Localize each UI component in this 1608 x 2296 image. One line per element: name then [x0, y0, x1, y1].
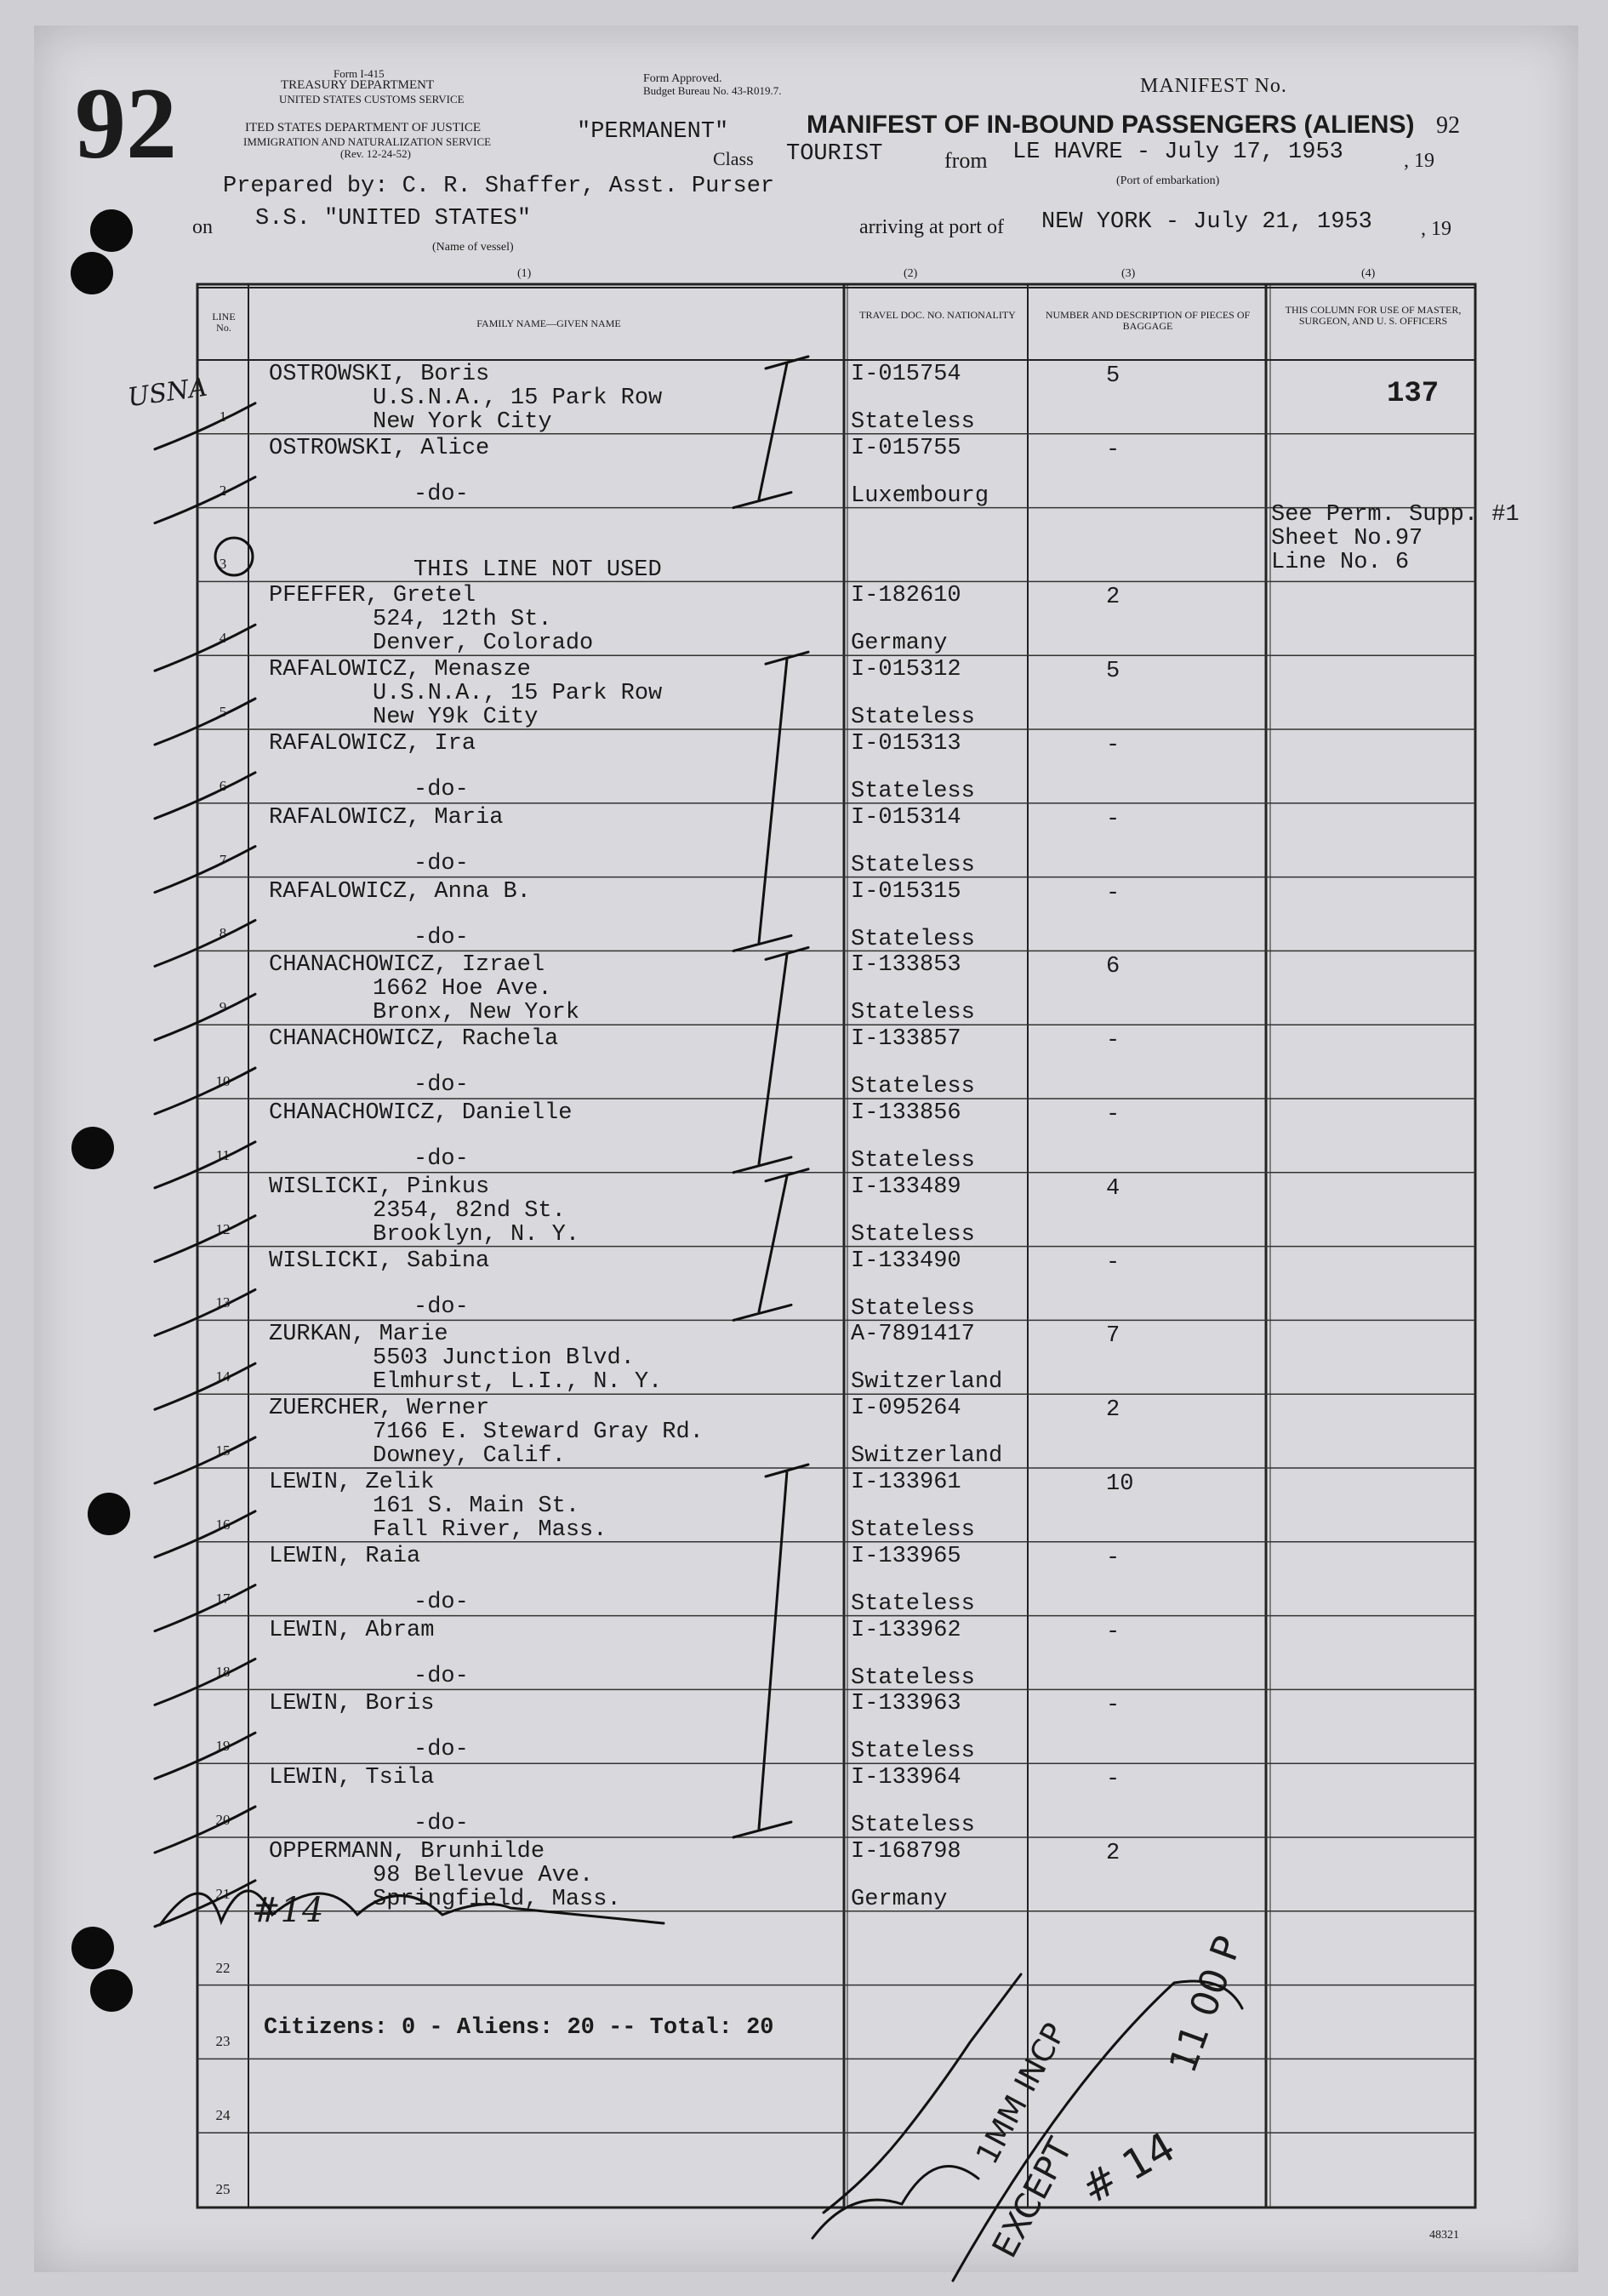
travel-doc-number: I-095264 — [851, 1396, 961, 1422]
sheet-no-note: Sheet No.97 — [1271, 526, 1423, 551]
port-embark-caption: (Port of embarkation) — [1116, 174, 1220, 187]
passenger-name: LEWIN, Zelik — [269, 1470, 435, 1495]
passenger-address: -do- — [413, 1146, 469, 1172]
line3-circle — [215, 538, 253, 575]
passenger-address: -do- — [413, 1072, 469, 1099]
form-approved: Form Approved. — [643, 72, 722, 85]
baggage-count: 4 — [1106, 1175, 1120, 1202]
tick-stroke — [155, 1289, 255, 1335]
line-number: 23 — [215, 2033, 231, 2050]
tick-stroke — [155, 403, 255, 449]
line-no-note: Line No. 6 — [1271, 550, 1410, 575]
passenger-name: ZURKAN, Marie — [269, 1322, 448, 1348]
baggage-count: - — [1106, 1028, 1120, 1054]
passenger-city: Fall River, Mass. — [373, 1517, 607, 1543]
colnum-1: (1) — [517, 267, 532, 280]
baggage-count: - — [1106, 1619, 1120, 1645]
passenger-city: Denver, Colorado — [373, 631, 594, 657]
passenger-city: Brooklyn, N. Y. — [373, 1221, 580, 1248]
long-arc-stroke — [953, 1981, 1242, 2281]
baggage-count: - — [1106, 806, 1120, 832]
tick-stroke — [155, 847, 255, 893]
family-bracket — [733, 1465, 808, 1837]
year-suffix-2: , 19 — [1421, 218, 1451, 240]
handwritten-excerpt-1: 1MM INCP — [969, 2018, 1073, 2170]
passenger-name: RAFALOWICZ, Ira — [269, 731, 476, 757]
line-number: 21 — [215, 1885, 231, 1902]
line-number: 18 — [215, 1664, 231, 1681]
passenger-address: -do- — [413, 924, 469, 951]
line-number: 20 — [215, 1812, 231, 1828]
baggage-count: - — [1106, 1767, 1120, 1793]
line-number: 11 — [215, 1146, 231, 1163]
passenger-address: -do- — [413, 777, 469, 802]
arriving-label: arriving at port of — [859, 216, 1004, 238]
passenger-address: 161 S. Main St. — [373, 1494, 580, 1519]
tick-stroke — [155, 920, 255, 966]
vessel-name: S.S. "UNITED STATES" — [255, 206, 532, 231]
form-number: Form I-415 — [334, 67, 385, 80]
passenger-address: -do- — [413, 850, 469, 877]
class-label: Class — [713, 148, 754, 169]
family-bracket — [733, 357, 808, 508]
officer-count: 137 — [1387, 378, 1440, 410]
colnum-2: (2) — [904, 267, 918, 280]
family-bracket — [733, 1169, 808, 1321]
passenger-name: LEWIN, Tsila — [269, 1765, 435, 1791]
baggage-count: 6 — [1106, 954, 1120, 980]
nationality: Stateless — [851, 1074, 975, 1100]
line-number: 8 — [219, 925, 227, 942]
tick-stroke — [155, 1437, 255, 1483]
baggage-count: - — [1106, 880, 1120, 906]
form-ins: IMMIGRATION AND NATURALIZATION SERVICE — [243, 135, 492, 148]
passenger-address: U.S.N.A., 15 Park Row — [373, 681, 663, 707]
passenger-name: CHANACHOWICZ, Izrael — [269, 952, 545, 979]
passenger-name: OSTROWSKI, Alice — [269, 435, 490, 461]
line-number: 2 — [219, 482, 227, 499]
tick-stroke — [155, 1363, 255, 1409]
baggage-count: 2 — [1106, 1397, 1120, 1424]
passenger-name: ZUERCHER, Werner — [269, 1396, 490, 1422]
line-number: 10 — [215, 1073, 231, 1089]
from-value: LE HAVRE - July 17, 1953 — [1012, 140, 1343, 165]
passenger-city: New Y9k City — [373, 705, 539, 731]
passenger-name: CHANACHOWICZ, Danielle — [269, 1100, 573, 1126]
form-customs: UNITED STATES CUSTOMS SERVICE — [279, 93, 465, 106]
nationality: Stateless — [851, 779, 975, 804]
form-dept: TREASURY DEPARTMENT — [281, 78, 435, 92]
travel-doc-number: I-015755 — [851, 435, 961, 461]
handwritten-excerpt-2: 11 00 P — [1160, 1930, 1251, 2079]
line-number: 13 — [215, 1294, 231, 1311]
header-line-no: LINE No. — [212, 311, 236, 334]
passenger-address: U.S.N.A., 15 Park Row — [373, 386, 663, 411]
passenger-name: PFEFFER, Gretel — [269, 583, 476, 609]
totals-line: Citizens: 0 - Aliens: 20 -- Total: 20 — [264, 2015, 774, 2041]
nationality: Stateless — [851, 1591, 975, 1617]
nationality: Switzerland — [851, 1443, 1003, 1470]
tick-stroke — [155, 1511, 255, 1557]
nationality: Stateless — [851, 705, 975, 731]
passenger-address: 1662 Hoe Ave. — [373, 976, 552, 1002]
travel-doc-number: I-133853 — [851, 952, 961, 979]
travel-doc-number: I-015313 — [851, 731, 961, 757]
baggage-count: - — [1106, 437, 1120, 463]
manifest-no-label: MANIFEST No. — [1140, 75, 1287, 97]
passenger-address: -do- — [413, 1811, 469, 1837]
baggage-count: 10 — [1106, 1471, 1134, 1497]
line-number: 6 — [219, 777, 227, 794]
vessel-caption: (Name of vessel) — [432, 241, 514, 254]
tick-stroke — [155, 625, 255, 671]
passenger-address: 7166 E. Steward Gray Rd. — [373, 1419, 704, 1446]
travel-doc-number: A-7891417 — [851, 1322, 975, 1348]
tick-stroke — [155, 1881, 255, 1927]
nationality: Stateless — [851, 1000, 975, 1026]
line-number: 12 — [215, 1220, 231, 1237]
travel-doc-number: I-182610 — [851, 583, 961, 609]
nationality: Stateless — [851, 852, 975, 878]
passenger-city: Downey, Calif. — [373, 1443, 566, 1470]
handwritten-excerpt-4: # 14 — [1073, 2122, 1183, 2214]
nationality: Germany — [851, 1887, 948, 1912]
line-number: 1 — [219, 408, 227, 425]
tick-stroke — [155, 773, 255, 819]
year-suffix-1: , 19 — [1404, 150, 1434, 172]
passenger-name: LEWIN, Boris — [269, 1691, 435, 1717]
passenger-name: LEWIN, Raia — [269, 1543, 421, 1569]
passenger-city: Elmhurst, L.I., N. Y. — [373, 1369, 663, 1396]
handwritten-line21: #14 — [252, 1891, 324, 1930]
tick-stroke — [155, 1659, 255, 1705]
nationality: Luxembourg — [851, 483, 989, 509]
baggage-count: - — [1106, 733, 1120, 758]
baggage-count: 5 — [1106, 659, 1120, 685]
footer-code: 48321 — [1429, 2229, 1459, 2242]
travel-doc-number: I-133964 — [851, 1765, 961, 1791]
passenger-name: RAFALOWICZ, Anna B. — [269, 878, 531, 905]
nationality: Stateless — [851, 926, 975, 952]
header-name: FAMILY NAME—GIVEN NAME — [476, 317, 621, 329]
nationality: Stateless — [851, 1665, 975, 1691]
travel-doc-number: I-133963 — [851, 1691, 961, 1717]
line-number: 16 — [215, 1516, 231, 1533]
passenger-address: 5503 Junction Blvd. — [373, 1345, 635, 1372]
handwritten-excerpt-3: EXCEPT — [984, 2132, 1081, 2265]
header-baggage: NUMBER AND DESCRIPTION OF PIECES OF BAGGAGE — [1045, 309, 1251, 332]
tick-stroke — [155, 699, 255, 745]
header-travel-doc: TRAVEL DOC. NO. NATIONALITY — [859, 309, 1016, 321]
nationality: Stateless — [851, 1517, 975, 1543]
line-number: 24 — [215, 2107, 231, 2124]
passenger-name: RAFALOWICZ, Maria — [269, 804, 504, 831]
baggage-count: - — [1106, 1249, 1120, 1276]
signature-scribble — [160, 1891, 664, 1925]
nationality: Stateless — [851, 1295, 975, 1322]
permanent-label: "PERMANENT" — [577, 119, 729, 145]
handwritten-usna: USNA — [126, 372, 209, 414]
line-number: 7 — [219, 851, 227, 868]
tick-stroke — [155, 1142, 255, 1188]
baggage-count: - — [1106, 1102, 1120, 1128]
class-value: TOURIST — [786, 141, 883, 167]
passenger-name: CHANACHOWICZ, Rachela — [269, 1026, 559, 1053]
passenger-address: -do- — [413, 1737, 469, 1763]
on-label: on — [192, 216, 213, 238]
baggage-count: 2 — [1106, 585, 1120, 611]
stamp-number: 92 — [75, 66, 177, 180]
travel-doc-number: I-168798 — [851, 1839, 961, 1865]
line-number: 5 — [219, 704, 227, 720]
baggage-count: - — [1106, 1693, 1120, 1719]
passenger-address: -do- — [413, 481, 469, 507]
family-bracket — [733, 652, 808, 951]
passenger-city: Bronx, New York — [373, 1000, 580, 1026]
passenger-name: OSTROWSKI, Boris — [269, 362, 490, 387]
tick-stroke — [155, 477, 255, 523]
line-number: 22 — [215, 1959, 231, 1976]
line-number: 3 — [219, 556, 227, 573]
travel-doc-number: I-015314 — [851, 804, 961, 831]
header-officers: THIS COLUMN FOR USE OF MASTER, SURGEON, AND U. S. OFFICERS — [1285, 304, 1462, 327]
prepared-by: Prepared by: C. R. Shaffer, Asst. Purser — [223, 174, 775, 199]
passenger-name: LEWIN, Abram — [269, 1617, 435, 1643]
passenger-name: RAFALOWICZ, Menasze — [269, 657, 531, 683]
passenger-city: New York City — [373, 409, 552, 435]
travel-doc-number: I-015754 — [851, 362, 961, 387]
form-budget: Budget Bureau No. 43-R019.7. — [643, 84, 782, 97]
tick-stroke — [155, 1733, 255, 1779]
line-number: 14 — [215, 1368, 231, 1385]
travel-doc-number: I-015315 — [851, 878, 961, 905]
nationality: Switzerland — [851, 1369, 1003, 1396]
tick-stroke — [155, 994, 255, 1040]
line-number: 9 — [219, 999, 227, 1016]
passenger-address: 2354, 82nd St. — [373, 1197, 566, 1224]
passenger-address: -do- — [413, 1663, 469, 1689]
nationality: Germany — [851, 631, 948, 657]
line-number: 15 — [215, 1442, 231, 1459]
nationality: Stateless — [851, 409, 975, 435]
baggage-count: 5 — [1106, 363, 1120, 389]
tick-stroke — [155, 1585, 255, 1631]
travel-doc-number: I-133965 — [851, 1543, 961, 1569]
manifest-title: MANIFEST OF IN-BOUND PASSENGERS (ALIENS) — [807, 111, 1415, 139]
passenger-name: WISLICKI, Pinkus — [269, 1174, 490, 1200]
nationality: Stateless — [851, 1148, 975, 1174]
baggage-count: - — [1106, 1545, 1120, 1571]
line-number: 17 — [215, 1590, 231, 1607]
travel-doc-number: I-133490 — [851, 1248, 961, 1274]
nationality: Stateless — [851, 1739, 975, 1765]
travel-doc-number: I-133489 — [851, 1174, 961, 1200]
passenger-name: OPPERMANN, Brunhilde — [269, 1839, 545, 1865]
passenger-name: WISLICKI, Sabina — [269, 1248, 490, 1274]
passenger-address: 524, 12th St. — [373, 607, 552, 633]
from-label: from — [944, 148, 988, 173]
line-number: 25 — [215, 2181, 231, 2197]
tick-stroke — [155, 1807, 255, 1853]
line-number: 4 — [219, 630, 227, 647]
nationality: Stateless — [851, 1813, 975, 1839]
family-bracket — [733, 947, 808, 1172]
nationality: Stateless — [851, 1221, 975, 1248]
travel-doc-number: I-133961 — [851, 1470, 961, 1495]
colnum-4: (4) — [1361, 267, 1376, 280]
tick-stroke — [155, 1216, 255, 1262]
colnum-3: (3) — [1121, 267, 1136, 280]
travel-doc-number: I-015312 — [851, 657, 961, 683]
tick-stroke — [155, 1068, 255, 1114]
line-number: 19 — [215, 1738, 231, 1755]
passenger-city: THIS LINE NOT USED — [413, 557, 662, 583]
arriving-value: NEW YORK - July 21, 1953 — [1041, 209, 1372, 235]
baggage-count: 7 — [1106, 1323, 1120, 1350]
passenger-address: -do- — [413, 1589, 469, 1615]
manifest-title-suffix: 92 — [1436, 112, 1460, 139]
travel-doc-number: I-133856 — [851, 1100, 961, 1126]
form-rev: (Rev. 12-24-52) — [340, 147, 411, 160]
perm-supp-note: See Perm. Supp. #1 — [1271, 502, 1520, 528]
form-justice: ITED STATES DEPARTMENT OF JUSTICE — [245, 121, 482, 134]
baggage-count: 2 — [1106, 1841, 1120, 1866]
passenger-address: -do- — [413, 1294, 469, 1320]
travel-doc-number: I-133857 — [851, 1026, 961, 1053]
travel-doc-number: I-133962 — [851, 1617, 961, 1643]
passenger-address: 98 Bellevue Ave. — [373, 1863, 594, 1888]
passenger-city: Springfield, Mass. — [373, 1887, 621, 1912]
